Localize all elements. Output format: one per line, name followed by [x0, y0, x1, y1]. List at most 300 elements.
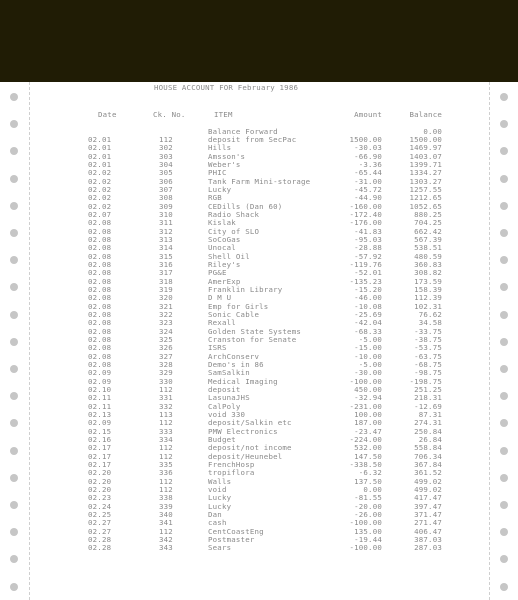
cell-item: Amsson's	[208, 151, 246, 161]
cell-balance: 480.59	[414, 251, 442, 261]
cell-amount: -119.76	[349, 259, 382, 269]
cell-item: tropiflora	[208, 468, 255, 478]
tractor-hole	[500, 555, 508, 563]
header-item: ITEM	[214, 110, 233, 119]
cell-check-number: 338	[159, 493, 173, 503]
cell-balance: 1399.71	[409, 159, 442, 169]
cell-balance: 704.25	[414, 218, 442, 228]
cell-amount: -30.03	[354, 143, 382, 153]
cell-balance: 1403.07	[409, 151, 442, 161]
cell-item: Emp for Girls	[208, 301, 269, 311]
cell-date: 02.08	[88, 343, 112, 353]
report-title: HOUSE ACCOUNT FOR February 1986	[154, 83, 299, 92]
cell-amount: -95.03	[354, 234, 382, 244]
cell-check-number: 112	[159, 384, 173, 394]
cell-item: deposit from SecPac	[208, 135, 297, 144]
cell-check-number: 112	[159, 476, 173, 486]
cell-amount: -57.92	[354, 251, 382, 261]
cell-date: 02.11	[88, 393, 112, 403]
cell-balance: 1257.55	[409, 184, 442, 194]
tractor-hole	[500, 147, 508, 155]
cell-balance: 251.25	[414, 384, 442, 394]
cell-item: deposit/Salkin etc	[208, 418, 292, 428]
cell-date: 02.08	[88, 268, 112, 278]
cell-amount: -42.04	[354, 318, 382, 328]
cell-amount: -26.00	[354, 509, 382, 519]
cell-item: Sears	[208, 543, 232, 553]
cell-amount: -5.00	[358, 334, 382, 344]
tractor-hole	[500, 283, 508, 291]
cell-check-number: 333	[159, 426, 173, 436]
cell-item: Sonic Cable	[208, 309, 260, 319]
cell-balance: 1052.65	[409, 201, 442, 211]
cell-balance: 287.03	[414, 543, 442, 553]
tractor-hole	[500, 175, 508, 183]
cell-date: 02.07	[88, 209, 112, 219]
cell-item: Demo's in 86	[208, 359, 264, 369]
cell-item: Weber's	[208, 159, 241, 169]
cell-amount: -15.00	[354, 343, 382, 353]
cell-amount: 137.50	[354, 476, 382, 486]
cell-amount: -31.00	[354, 176, 382, 186]
cell-check-number: 326	[159, 343, 173, 353]
cell-date: 02.08	[88, 326, 112, 336]
cell-check-number: 311	[159, 218, 173, 228]
cell-check-number: 323	[159, 318, 173, 328]
cell-balance: 397.47	[414, 501, 442, 511]
left-perforation-line	[29, 82, 30, 600]
cell-check-number: 307	[159, 184, 173, 194]
cell-amount: -45.72	[354, 184, 382, 194]
tractor-hole	[10, 583, 18, 591]
cell-balance: -68.75	[414, 359, 442, 369]
cell-amount: -68.33	[354, 326, 382, 336]
cell-balance: 1334.27	[409, 168, 442, 178]
cell-check-number: 305	[159, 168, 173, 178]
cell-amount: -44.90	[354, 193, 382, 203]
cell-date: 02.16	[88, 434, 112, 444]
cell-item: deposit	[208, 384, 241, 394]
cell-balance: 1303.27	[409, 176, 442, 186]
cell-check-number: 328	[159, 359, 173, 369]
cell-item: Riley's	[208, 259, 241, 269]
cell-check-number: 112	[159, 418, 173, 428]
cell-amount: -66.90	[354, 151, 382, 161]
cell-date: 02.08	[88, 334, 112, 344]
cell-check-number: 317	[159, 268, 173, 278]
tractor-hole	[10, 555, 18, 563]
cell-balance: -53.75	[414, 343, 442, 353]
tractor-hole	[10, 147, 18, 155]
cell-amount: -100.00	[349, 376, 382, 386]
cell-amount: 532.00	[354, 443, 382, 453]
cell-balance: 274.31	[414, 418, 442, 428]
cell-amount: 187.00	[354, 418, 382, 428]
cell-balance: 308.82	[414, 268, 442, 278]
cell-item: Cranston for Senate	[208, 334, 297, 344]
cell-amount: -30.00	[354, 368, 382, 378]
cell-date: 02.20	[88, 476, 112, 486]
cell-check-number: 306	[159, 176, 173, 186]
cell-amount: -6.32	[358, 468, 382, 478]
cell-check-number: 324	[159, 326, 173, 336]
cell-check-number: 313	[159, 234, 173, 244]
cell-item: Budget	[208, 434, 236, 444]
cell-date: 02.02	[88, 168, 112, 178]
cell-amount: -10.08	[354, 301, 382, 311]
cell-check-number: 329	[159, 368, 173, 378]
tractor-hole	[10, 256, 18, 264]
cell-amount: -160.00	[349, 201, 382, 211]
cell-balance: 271.47	[414, 518, 442, 528]
tractor-hole	[10, 447, 18, 455]
cell-date: 02.08	[88, 301, 112, 311]
cell-item: Tank Farm Mini-storage	[208, 176, 311, 186]
cell-item: AmerExp	[208, 276, 241, 286]
cell-date: 02.17	[88, 451, 112, 461]
cell-check-number: 320	[159, 293, 173, 303]
cell-date: 02.08	[88, 318, 112, 328]
tractor-hole	[10, 474, 18, 482]
cell-date: 02.08	[88, 309, 112, 319]
cell-balance: 360.83	[414, 259, 442, 269]
cell-check-number: 330	[159, 376, 173, 386]
cell-balance: 173.59	[414, 276, 442, 286]
cell-amount: -41.83	[354, 226, 382, 236]
tractor-hole	[500, 93, 508, 101]
cell-amount: 135.00	[354, 526, 382, 536]
cell-balance: 406.47	[414, 526, 442, 536]
cell-date: 02.27	[88, 526, 112, 536]
top-dark-band	[0, 0, 518, 82]
tractor-hole	[500, 338, 508, 346]
cell-date: 02.08	[88, 259, 112, 269]
cell-date: 02.15	[88, 426, 112, 436]
tractor-hole	[500, 365, 508, 373]
cell-balance: -198.75	[409, 376, 442, 386]
cell-balance: 499.02	[414, 484, 442, 494]
cell-balance: 567.39	[414, 234, 442, 244]
cell-balance: -63.75	[414, 351, 442, 361]
cell-amount: 0.00	[363, 484, 382, 494]
cell-amount: -32.94	[354, 393, 382, 403]
cell-amount: -100.00	[349, 518, 382, 528]
cell-balance: 417.47	[414, 493, 442, 503]
cell-balance: -33.75	[414, 326, 442, 336]
cell-check-number: 321	[159, 301, 173, 311]
cell-item: deposit/not income	[208, 443, 292, 453]
cell-check-number: 342	[159, 534, 173, 544]
cell-check-number: 112	[159, 451, 173, 461]
cell-check-number: 314	[159, 243, 173, 253]
cell-balance: 662.42	[414, 226, 442, 236]
cell-item: cash	[208, 518, 227, 528]
cell-item: Kislak	[208, 218, 236, 228]
cell-item: Radio Shack	[208, 209, 260, 219]
cell-amount: -338.50	[349, 459, 382, 469]
cell-item: City of SLO	[208, 226, 260, 236]
cell-item: Lucky	[208, 184, 232, 194]
cell-balance: 250.84	[414, 426, 442, 436]
cell-item: RGB	[208, 193, 222, 203]
cell-amount: 1500.00	[349, 135, 382, 144]
cell-amount: 450.00	[354, 384, 382, 394]
cell-item: Lucky	[208, 493, 232, 503]
cell-balance: 218.31	[414, 393, 442, 403]
cell-balance: -38.75	[414, 334, 442, 344]
header-check-number: Ck. No.	[153, 110, 186, 119]
cell-item: void	[208, 484, 227, 494]
cell-date: 02.11	[88, 401, 112, 411]
cell-check-number: 303	[159, 151, 173, 161]
cell-check-number: 310	[159, 209, 173, 219]
cell-date: 02.10	[88, 384, 112, 394]
cell-item: CentCoastEng	[208, 526, 264, 536]
cell-balance: 34.58	[418, 318, 442, 328]
cell-item: Dan	[208, 509, 222, 519]
cell-date: 02.01	[88, 135, 112, 144]
cell-item: LasunaJHS	[208, 393, 250, 403]
cell-balance: 1500.00	[409, 135, 442, 144]
cell-date: 02.13	[88, 409, 112, 419]
tractor-hole	[500, 528, 508, 536]
cell-check-number: 325	[159, 334, 173, 344]
cell-balance: 26.84	[418, 434, 442, 444]
tractor-hole	[10, 175, 18, 183]
cell-date: 02.02	[88, 201, 112, 211]
cell-amount: -100.00	[349, 543, 382, 553]
cell-check-number: 309	[159, 201, 173, 211]
cell-date: 02.20	[88, 484, 112, 494]
cell-item: CalPoly	[208, 401, 241, 411]
tractor-hole	[10, 202, 18, 210]
cell-item: deposit/Heunebel	[208, 451, 283, 461]
tractor-hole	[10, 283, 18, 291]
cell-date: 02.02	[88, 184, 112, 194]
cell-date: 02.02	[88, 176, 112, 186]
cell-balance: 387.03	[414, 534, 442, 544]
cell-item: SamSalkin	[208, 368, 250, 378]
cell-date: 02.23	[88, 493, 112, 503]
cell-check-number: 336	[159, 468, 173, 478]
cell-date: 02.27	[88, 518, 112, 528]
cell-balance: 706.34	[414, 451, 442, 461]
cell-check-number: 113	[159, 409, 173, 419]
cell-amount: -25.69	[354, 309, 382, 319]
cell-amount: -3.36	[358, 159, 382, 169]
header-balance: Balance	[409, 110, 442, 119]
tractor-hole	[500, 583, 508, 591]
header-date: Date	[98, 110, 117, 119]
tractor-hole	[500, 229, 508, 237]
cell-amount: -10.00	[354, 351, 382, 361]
cell-item: Golden State Systems	[208, 326, 301, 336]
tractor-hole	[10, 501, 18, 509]
cell-amount: -65.44	[354, 168, 382, 178]
tractor-hole	[500, 419, 508, 427]
cell-date: 02.25	[88, 509, 112, 519]
cell-balance: 499.02	[414, 476, 442, 486]
cell-check-number: 319	[159, 284, 173, 294]
cell-check-number: 335	[159, 459, 173, 469]
cell-item: D M U	[208, 293, 232, 303]
cell-item: Walls	[208, 476, 232, 486]
cell-balance: 158.39	[414, 284, 442, 294]
cell-date: 02.08	[88, 359, 112, 369]
cell-item: PMW Electronics	[208, 426, 278, 436]
cell-balance: 102.31	[414, 301, 442, 311]
cell-amount: -15.20	[354, 284, 382, 294]
cell-item: Rexall	[208, 318, 236, 328]
tractor-hole	[10, 528, 18, 536]
cell-check-number: 112	[159, 484, 173, 494]
cell-date: 02.08	[88, 351, 112, 361]
cell-item: Shell Oil	[208, 251, 250, 261]
cell-amount: -172.40	[349, 209, 382, 219]
cell-amount: -81.55	[354, 493, 382, 503]
cell-date: 02.08	[88, 226, 112, 236]
cell-check-number: 312	[159, 226, 173, 236]
cell-date: 02.01	[88, 143, 112, 153]
cell-check-number: 339	[159, 501, 173, 511]
cell-balance: -12.69	[414, 401, 442, 411]
cell-amount: -176.00	[349, 218, 382, 228]
cell-item: CEDills (Dan 60)	[208, 201, 283, 211]
cell-item: FrenchHosp	[208, 459, 255, 469]
cell-amount: -224.00	[349, 434, 382, 444]
balance-forward-value: 0.00	[423, 127, 442, 136]
cell-date: 02.08	[88, 251, 112, 261]
cell-date: 02.01	[88, 159, 112, 169]
tractor-hole	[500, 392, 508, 400]
cell-date: 02.08	[88, 218, 112, 228]
cell-balance: 371.47	[414, 509, 442, 519]
cell-balance: 1469.97	[409, 143, 442, 153]
cell-date: 02.08	[88, 234, 112, 244]
cell-check-number: 315	[159, 251, 173, 261]
tractor-hole	[10, 392, 18, 400]
tractor-hole	[10, 120, 18, 128]
printout-paper	[0, 82, 518, 600]
cell-balance: 76.62	[418, 309, 442, 319]
cell-check-number: 308	[159, 193, 173, 203]
tractor-hole	[10, 229, 18, 237]
cell-amount: 100.00	[354, 409, 382, 419]
cell-item: Medical Imaging	[208, 376, 278, 386]
cell-date: 02.24	[88, 501, 112, 511]
header-amount: Amount	[354, 110, 382, 119]
cell-amount: -231.00	[349, 401, 382, 411]
cell-amount: -20.00	[354, 501, 382, 511]
cell-balance: 558.84	[414, 443, 442, 453]
cell-check-number: 112	[159, 443, 173, 453]
cell-date: 02.20	[88, 468, 112, 478]
tractor-hole	[10, 365, 18, 373]
cell-balance: -98.75	[414, 368, 442, 378]
cell-item: PHIC	[208, 168, 227, 178]
cell-item: Unocal	[208, 243, 236, 253]
cell-date: 02.28	[88, 543, 112, 553]
cell-balance: 1212.65	[409, 193, 442, 203]
cell-balance: 361.52	[414, 468, 442, 478]
cell-amount: 147.50	[354, 451, 382, 461]
cell-check-number: 341	[159, 518, 173, 528]
cell-check-number: 316	[159, 259, 173, 269]
cell-date: 02.09	[88, 376, 112, 386]
cell-item: ISRS	[208, 343, 227, 353]
cell-item: void 330	[208, 409, 246, 419]
cell-date: 02.01	[88, 151, 112, 161]
cell-amount: -23.47	[354, 426, 382, 436]
cell-item: PG&E	[208, 268, 227, 278]
cell-check-number: 343	[159, 543, 173, 553]
tractor-hole	[500, 474, 508, 482]
cell-check-number: 318	[159, 276, 173, 286]
cell-item: SoCoGas	[208, 234, 241, 244]
cell-amount: -46.00	[354, 293, 382, 303]
cell-date: 02.02	[88, 193, 112, 203]
cell-date: 02.08	[88, 293, 112, 303]
cell-amount: -135.23	[349, 276, 382, 286]
cell-check-number: 332	[159, 401, 173, 411]
cell-check-number: 322	[159, 309, 173, 319]
cell-date: 02.28	[88, 534, 112, 544]
cell-date: 02.17	[88, 459, 112, 469]
tractor-hole	[500, 202, 508, 210]
cell-item: Lucky	[208, 501, 232, 511]
cell-check-number: 340	[159, 509, 173, 519]
cell-date: 02.09	[88, 418, 112, 428]
cell-check-number: 112	[159, 526, 173, 536]
cell-item: Hills	[208, 143, 232, 153]
cell-check-number: 112	[159, 135, 173, 144]
tractor-hole	[500, 501, 508, 509]
cell-date: 02.17	[88, 443, 112, 453]
cell-amount: -52.01	[354, 268, 382, 278]
tractor-hole	[500, 256, 508, 264]
right-perforation-line	[489, 82, 490, 600]
cell-check-number: 331	[159, 393, 173, 403]
tractor-hole	[500, 120, 508, 128]
cell-balance: 538.51	[414, 243, 442, 253]
cell-date: 02.08	[88, 276, 112, 286]
cell-balance: 367.84	[414, 459, 442, 469]
cell-item: Franklin Library	[208, 284, 283, 294]
cell-amount: -5.00	[358, 359, 382, 369]
cell-check-number: 334	[159, 434, 173, 444]
cell-item: ArchConserv	[208, 351, 260, 361]
cell-date: 02.09	[88, 368, 112, 378]
tractor-hole	[500, 311, 508, 319]
cell-balance: 112.39	[414, 293, 442, 303]
cell-balance: 880.25	[414, 209, 442, 219]
balance-forward-label: Balance Forward	[208, 127, 278, 136]
cell-amount: -28.88	[354, 243, 382, 253]
tractor-hole	[500, 447, 508, 455]
cell-date: 02.08	[88, 284, 112, 294]
cell-check-number: 327	[159, 351, 173, 361]
cell-amount: -19.44	[354, 534, 382, 544]
cell-date: 02.08	[88, 243, 112, 253]
cell-check-number: 304	[159, 159, 173, 169]
tractor-hole	[10, 311, 18, 319]
cell-balance: 87.31	[418, 409, 442, 419]
tractor-hole	[10, 338, 18, 346]
tractor-hole	[10, 93, 18, 101]
cell-check-number: 302	[159, 143, 173, 153]
tractor-hole	[10, 419, 18, 427]
cell-item: Postmaster	[208, 534, 255, 544]
